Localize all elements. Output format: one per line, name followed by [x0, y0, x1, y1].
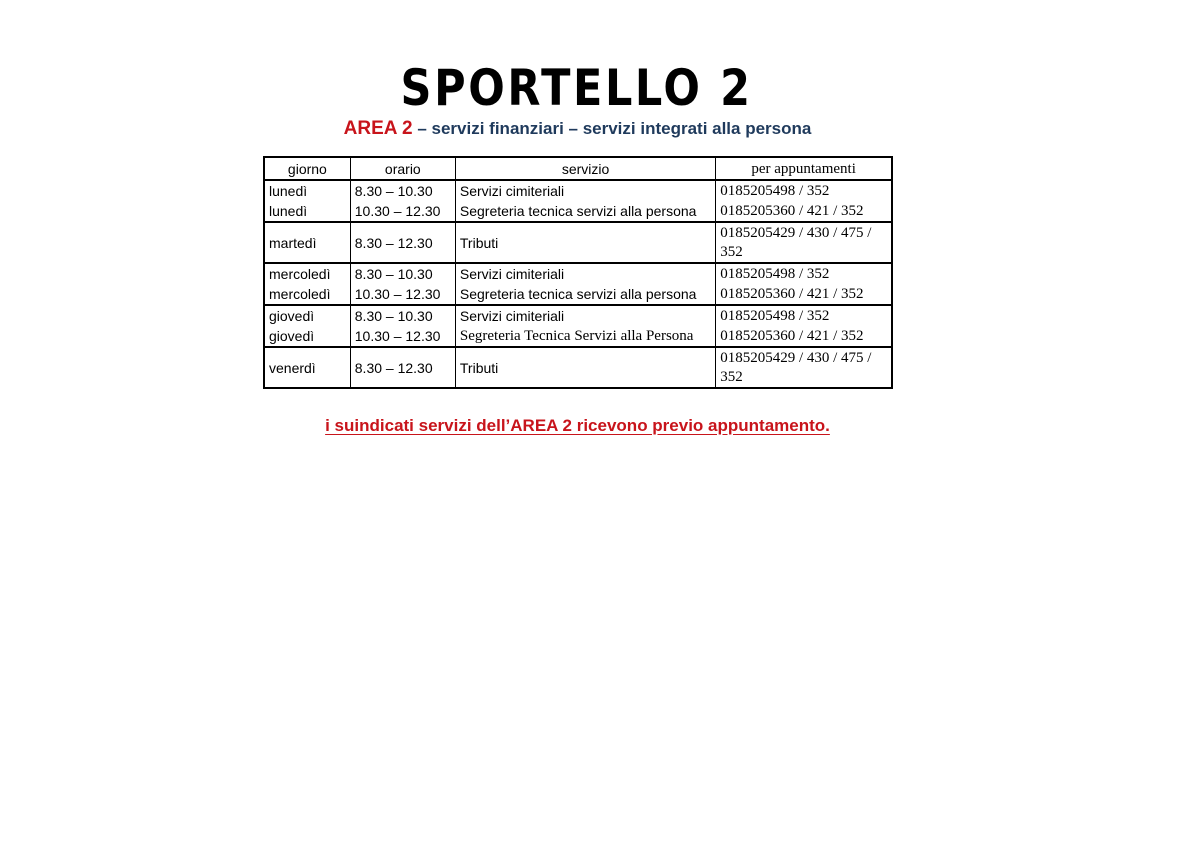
appointment-note: i suindicati servizi dell’AREA 2 ricevono previo appuntamento.: [325, 416, 830, 435]
cell-telefono: 0185205360 / 421 / 352: [716, 201, 892, 222]
page-subtitle: [0, 118, 1155, 140]
cell-orario: 8.30 – 10.30: [350, 263, 455, 284]
cell-servizio: Tributi: [455, 222, 715, 263]
cell-telefono: 0185205429 / 430 / 475 / 352: [716, 347, 892, 388]
cell-orario: 10.30 – 12.30: [350, 284, 455, 305]
cell-giorno: martedì: [264, 222, 350, 263]
cell-giorno: giovedì: [264, 326, 350, 347]
cell-telefono: 0185205360 / 421 / 352: [716, 284, 892, 305]
table-row: [264, 180, 892, 201]
table-row: [264, 347, 892, 388]
cell-servizio: Segreteria tecnica servizi alla persona: [455, 201, 715, 222]
cell-servizio: Servizi cimiteriali: [455, 305, 715, 326]
cell-orario: 10.30 – 12.30: [350, 326, 455, 347]
cell-orario: 8.30 – 10.30: [350, 180, 455, 201]
cell-servizio: Servizi cimiteriali: [455, 263, 715, 284]
cell-telefono: 0185205498 / 352: [716, 180, 892, 201]
table-row: [264, 222, 892, 263]
table-row: [264, 326, 892, 347]
cell-orario: 8.30 – 10.30: [350, 305, 455, 326]
cell-servizio: Tributi: [455, 347, 715, 388]
cell-orario: 8.30 – 12.30: [350, 222, 455, 263]
cell-telefono: 0185205498 / 352: [716, 263, 892, 284]
table-header-row: [264, 157, 892, 180]
cell-servizio: Segreteria tecnica servizi alla persona: [455, 284, 715, 305]
cell-giorno: lunedì: [264, 180, 350, 201]
cell-orario: 10.30 – 12.30: [350, 201, 455, 222]
cell-telefono: 0185205360 / 421 / 352: [716, 326, 892, 347]
cell-giorno: mercoledì: [264, 263, 350, 284]
cell-orario: 8.30 – 12.30: [350, 347, 455, 388]
page-title: SPORTELLO 2: [400, 59, 753, 117]
cell-servizio: Servizi cimiteriali: [455, 180, 715, 201]
header-servizio: servizio: [455, 157, 715, 180]
cell-telefono: 0185205429 / 430 / 475 / 352: [716, 222, 892, 263]
area-description: – servizi finanziari – servizi integrati alla persona: [412, 119, 812, 138]
header-appuntamenti: per appuntamenti: [716, 157, 892, 180]
table-row: [264, 201, 892, 222]
cell-giorno: lunedì: [264, 201, 350, 222]
cell-servizio: Segreteria Tecnica Servizi alla Persona: [455, 326, 715, 347]
header-orario: orario: [350, 157, 455, 180]
header-giorno: giorno: [264, 157, 350, 180]
area-label: AREA 2: [343, 118, 413, 139]
cell-giorno: mercoledì: [264, 284, 350, 305]
cell-giorno: giovedì: [264, 305, 350, 326]
table-row: [264, 284, 892, 305]
cell-giorno: venerdì: [264, 347, 350, 388]
table-row: [264, 305, 892, 326]
cell-telefono: 0185205498 / 352: [716, 305, 892, 326]
schedule-table: [263, 156, 893, 389]
table-row: [264, 263, 892, 284]
